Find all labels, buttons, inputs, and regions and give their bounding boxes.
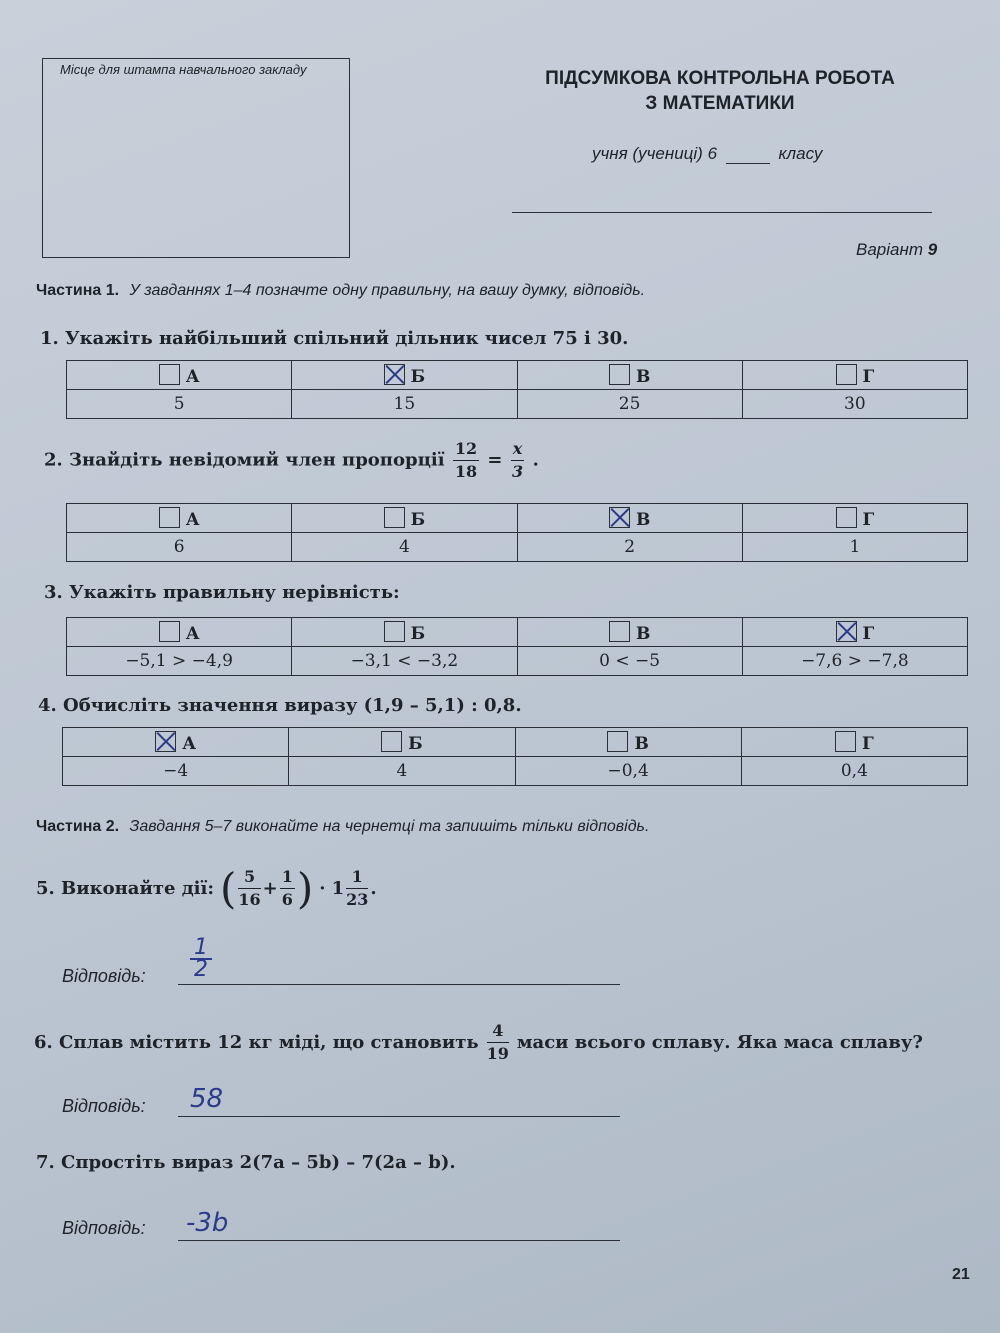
period: .: [370, 877, 377, 899]
checkbox-g-checked[interactable]: [836, 621, 857, 642]
part2-instruction: Завдання 5–7 виконайте на чернетці та запишіть тільки відповідь.: [129, 818, 650, 835]
option-cell-a[interactable]: [67, 618, 292, 647]
answer-label-6: Відповідь:: [62, 1096, 146, 1116]
checkbox-b[interactable]: [381, 731, 402, 752]
fraction-denominator: 6: [281, 889, 293, 909]
open-paren: (: [220, 863, 237, 913]
question-5: [36, 858, 377, 918]
checkbox-v[interactable]: [609, 364, 630, 385]
answer-line-7[interactable]: [178, 1240, 620, 1241]
student-grade-line: [592, 144, 822, 164]
option-cell-b[interactable]: [289, 728, 515, 757]
fraction-x-3: [511, 438, 525, 483]
fraction-numerator: 5: [238, 866, 260, 889]
stamp-label: Місце для штампа навчального закладу: [60, 62, 307, 77]
option-letter: А: [185, 509, 200, 530]
option-cell-g[interactable]: [741, 728, 967, 757]
option-cell-a[interactable]: [67, 361, 292, 390]
mixed-whole: 1: [331, 877, 345, 899]
option-cell-g[interactable]: [742, 361, 967, 390]
student-name-line[interactable]: [512, 212, 932, 213]
fraction-denominator: 16: [238, 889, 261, 909]
option-cell-g[interactable]: [742, 504, 967, 533]
grade-blank[interactable]: [726, 147, 770, 164]
option-value: 6: [67, 533, 292, 562]
answer-line-6[interactable]: [178, 1116, 620, 1117]
checkbox-b[interactable]: [384, 621, 405, 642]
equals-sign: =: [487, 449, 503, 471]
option-value: 4: [289, 757, 515, 786]
fraction-1-23: [346, 866, 368, 911]
answer-table-4: [62, 727, 968, 786]
option-letter: Б: [410, 366, 426, 387]
option-cell-b[interactable]: [292, 504, 517, 533]
checkbox-a-checked[interactable]: [155, 731, 176, 752]
handwritten-answer-7: -3b: [186, 1208, 229, 1238]
student-suffix: класу: [778, 144, 823, 163]
option-value: −7,6 > −7,8: [742, 647, 967, 676]
question-2-text: 2. Знайдіть невідомий член пропорції: [44, 449, 445, 471]
variant-text: Варіант: [856, 240, 923, 259]
option-value: −5,1 > −4,9: [67, 647, 292, 676]
option-cell-a[interactable]: [67, 504, 292, 533]
checkbox-v-checked[interactable]: [609, 507, 630, 528]
part2-label: Частина 2.: [36, 818, 120, 835]
fraction-denominator: 18: [454, 462, 478, 481]
checkbox-a[interactable]: [159, 364, 180, 385]
option-letter: А: [185, 623, 200, 644]
option-letter: Б: [410, 509, 426, 530]
question-3: 3. Укажіть правильну нерівність:: [44, 582, 400, 603]
fraction-denominator: 23: [346, 889, 369, 909]
fraction-numerator: x: [511, 438, 525, 461]
page-number: 21: [952, 1266, 970, 1283]
option-letter: Г: [862, 366, 875, 387]
question-2: [44, 438, 539, 483]
fraction-5-16: [238, 866, 260, 911]
checkbox-v[interactable]: [609, 621, 630, 642]
part2-heading: [36, 818, 649, 836]
option-letter: А: [185, 366, 200, 387]
question-6-suffix: маси всього сплаву. Яка маса сплаву?: [516, 1031, 923, 1053]
answer-table-1: [66, 360, 968, 419]
option-cell-a[interactable]: [63, 728, 289, 757]
student-prefix: учня (учениці): [592, 144, 703, 163]
option-value: −4: [63, 757, 289, 786]
option-value: 0 < −5: [517, 647, 742, 676]
option-value: 15: [292, 390, 517, 419]
page-title: [520, 66, 920, 116]
fraction-denominator: 3: [511, 462, 524, 481]
answer-label-7: Відповідь:: [62, 1218, 146, 1238]
answer-table-3: [66, 617, 968, 676]
option-cell-v[interactable]: [517, 504, 742, 533]
checkbox-b[interactable]: [384, 507, 405, 528]
option-value: 30: [742, 390, 967, 419]
handwritten-denominator: 2: [194, 957, 208, 982]
option-letter: В: [635, 509, 651, 530]
part1-label: Частина 1.: [36, 282, 120, 299]
option-cell-v[interactable]: [517, 618, 742, 647]
fraction-numerator: 4: [487, 1020, 509, 1043]
title-line-1: ПІДСУМКОВА КОНТРОЛЬНА РОБОТА: [545, 68, 895, 89]
fraction-denominator: 19: [486, 1043, 509, 1063]
handwritten-numerator: 1: [190, 938, 212, 960]
answer-table-2: [66, 503, 968, 562]
answer-line-5[interactable]: [178, 984, 620, 985]
checkbox-v[interactable]: [607, 731, 628, 752]
checkbox-a[interactable]: [159, 621, 180, 642]
fraction-numerator: 1: [280, 866, 295, 889]
option-cell-v[interactable]: [515, 728, 741, 757]
question-4: 4. Обчисліть значення виразу (1,9 – 5,1) : 0,8.: [38, 695, 522, 716]
option-value: −0,4: [515, 757, 741, 786]
option-letter: Б: [410, 623, 426, 644]
option-value: 1: [742, 533, 967, 562]
handwritten-answer-6: 58: [190, 1084, 224, 1114]
option-letter: В: [635, 366, 651, 387]
option-letter: Г: [862, 733, 874, 754]
checkbox-b-checked[interactable]: [384, 364, 405, 385]
checkbox-a[interactable]: [159, 507, 180, 528]
option-value: −3,1 < −3,2: [292, 647, 517, 676]
option-value: 0,4: [741, 757, 967, 786]
fraction-numerator: 12: [453, 438, 479, 461]
option-cell-b[interactable]: [292, 361, 517, 390]
question-1: 1. Укажіть найбільший спільний дільник чисел 75 і 30.: [40, 328, 629, 349]
title-line-2: З МАТЕМАТИКИ: [645, 93, 795, 114]
handwritten-answer-5: [190, 935, 212, 982]
checkbox-g[interactable]: [835, 731, 856, 752]
fraction-4-19: [487, 1020, 509, 1065]
part1-heading: [36, 282, 645, 300]
fraction-1-6: [280, 866, 295, 911]
option-letter: В: [634, 733, 649, 754]
close-paren: ): [296, 863, 314, 913]
checkbox-g[interactable]: [836, 364, 857, 385]
plus-sign: +: [262, 877, 278, 899]
fraction-numerator: 1: [346, 866, 368, 889]
checkbox-g[interactable]: [836, 507, 857, 528]
answer-label-5: Відповідь:: [62, 966, 146, 986]
variant-number: 9: [927, 240, 938, 259]
question-7: 7. Спростіть вираз 2(7a – 5b) – 7(2a – b).: [36, 1152, 456, 1173]
option-cell-g[interactable]: [742, 618, 967, 647]
question-6: [34, 1014, 923, 1070]
question-5-text: 5. Виконайте дії:: [36, 877, 215, 899]
multiply-sign: ·: [319, 877, 326, 899]
period: .: [532, 449, 539, 471]
variant-label: [856, 240, 937, 260]
option-letter: А: [182, 733, 197, 754]
option-value: 4: [292, 533, 517, 562]
option-letter: Г: [862, 623, 875, 644]
option-value: 5: [67, 390, 292, 419]
option-value: 2: [517, 533, 742, 562]
fraction-12-18: [453, 438, 479, 483]
question-6-text: 6. Сплав містить 12 кг міді, що становить: [34, 1031, 479, 1053]
grade-number: 6: [707, 144, 718, 163]
school-stamp-box: [42, 58, 350, 258]
option-letter: В: [635, 623, 651, 644]
option-letter: Б: [408, 733, 423, 754]
option-letter: Г: [862, 509, 875, 530]
option-cell-b[interactable]: [292, 618, 517, 647]
option-cell-v[interactable]: [517, 361, 742, 390]
part1-instruction: У завданнях 1–4 позначте одну правильну, на вашу думку, відповідь.: [129, 282, 646, 299]
option-value: 25: [517, 390, 742, 419]
